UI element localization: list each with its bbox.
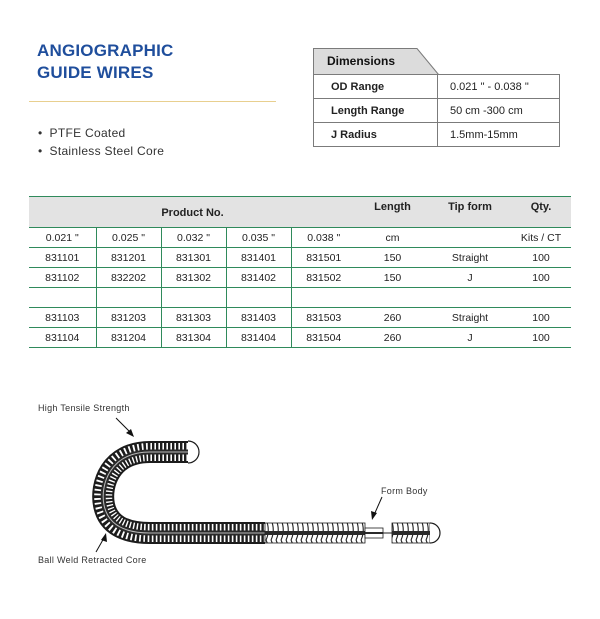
table-row (29, 268, 571, 288)
code-cell: 831501 (291, 248, 356, 268)
dimension-label: J Radius (314, 123, 438, 147)
product-table (29, 196, 571, 348)
length-cell: 150 (356, 248, 429, 268)
title-line-1: ANGIOGRAPHIC (37, 41, 174, 60)
feature-list (38, 124, 164, 160)
code-cell: 831401 (226, 248, 291, 268)
coil-j-curve (103, 441, 265, 533)
dimension-value: 0.021 " - 0.038 " (438, 75, 560, 99)
tip-cell: J (429, 268, 511, 288)
length-cell: 260 (356, 308, 429, 328)
qty-cell: 100 (511, 308, 571, 328)
dimension-value: 50 cm -300 cm (438, 99, 560, 123)
unit-tip (429, 228, 511, 248)
size-cell: 0.035 " (226, 228, 291, 248)
header-tip-form: Tip form (429, 197, 511, 228)
tip-cell: Straight (429, 308, 511, 328)
dimension-label: Length Range (314, 99, 438, 123)
dimension-value: 1.5mm-15mm (438, 123, 560, 147)
label-form-body: Form Body (381, 486, 428, 496)
dimension-label: OD Range (314, 75, 438, 99)
dimensions-tab (313, 48, 439, 74)
code-cell: 831301 (161, 248, 226, 268)
unit-qty: Kits / CT (511, 228, 571, 248)
code-cell: 831402 (226, 268, 291, 288)
code-cell: 831504 (291, 328, 356, 348)
page-title (37, 40, 174, 84)
arrow-high-tensile (116, 418, 134, 437)
dimension-row (314, 99, 560, 123)
label-ball-weld: Ball Weld Retracted Core (38, 555, 147, 565)
code-cell: 831302 (161, 268, 226, 288)
table-row (29, 308, 571, 328)
code-cell: 831102 (29, 268, 96, 288)
size-cell: 0.025 " (96, 228, 161, 248)
table-row (29, 328, 571, 348)
title-line-2: GUIDE WIRES (37, 63, 154, 82)
code-cell: 831403 (226, 308, 291, 328)
arrow-form-body (371, 497, 382, 520)
coil-straight (265, 523, 440, 543)
size-row (29, 228, 571, 248)
code-cell: 831104 (29, 328, 96, 348)
code-cell: 831304 (161, 328, 226, 348)
guide-wire-diagram (0, 395, 600, 595)
code-cell: 831502 (291, 268, 356, 288)
size-cell: 0.021 " (29, 228, 96, 248)
tip-cell: Straight (429, 248, 511, 268)
code-cell: 831201 (96, 248, 161, 268)
qty-cell: 100 (511, 248, 571, 268)
code-cell: 831503 (291, 308, 356, 328)
table-header-row (29, 197, 571, 228)
dimension-row (314, 123, 560, 147)
size-cell: 0.032 " (161, 228, 226, 248)
qty-cell: 100 (511, 268, 571, 288)
qty-cell: 100 (511, 328, 571, 348)
code-cell: 831203 (96, 308, 161, 328)
title-divider (29, 101, 276, 102)
code-cell: 831404 (226, 328, 291, 348)
code-cell: 831204 (96, 328, 161, 348)
code-cell: 832202 (96, 268, 161, 288)
unit-length: cm (356, 228, 429, 248)
dimension-row (314, 75, 560, 99)
table-row (29, 248, 571, 268)
code-cell: 831101 (29, 248, 96, 268)
feature-item: • Stainless Steel Core (38, 142, 164, 160)
dimensions-table (313, 74, 560, 147)
length-cell: 260 (356, 328, 429, 348)
arrow-ball-weld (96, 533, 107, 552)
spacer-row (29, 288, 571, 308)
size-cell: 0.038 " (291, 228, 356, 248)
length-cell: 150 (356, 268, 429, 288)
code-cell: 831103 (29, 308, 96, 328)
tip-cell: J (429, 328, 511, 348)
dimensions-header: Dimensions (327, 54, 396, 68)
header-qty: Qty. (511, 197, 571, 228)
code-cell: 831303 (161, 308, 226, 328)
header-product-no: Product No. (29, 197, 356, 228)
header-length: Length (356, 197, 429, 228)
feature-item: • PTFE Coated (38, 124, 164, 142)
label-high-tensile: High Tensile Strength (38, 403, 130, 413)
